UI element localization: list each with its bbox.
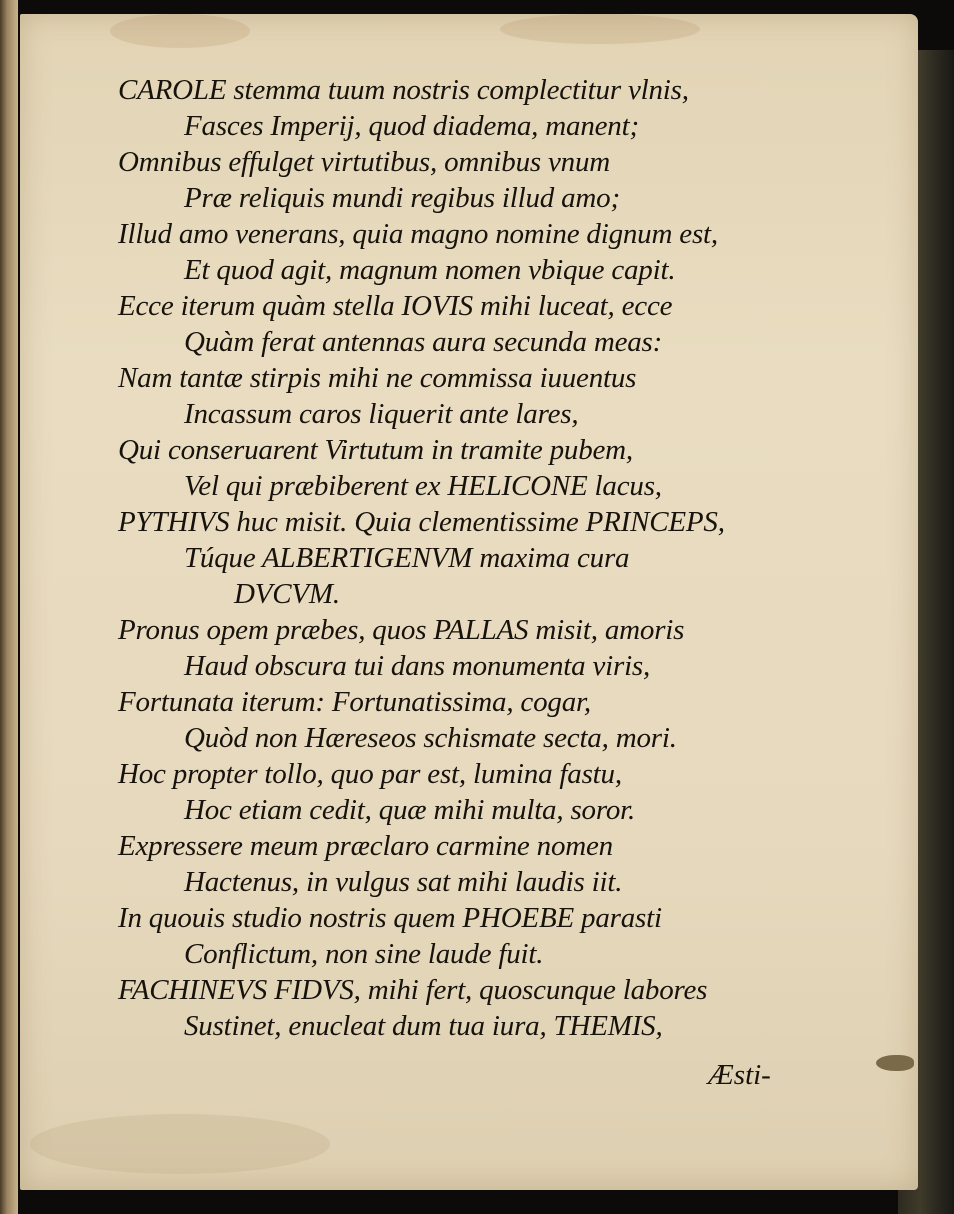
verse-line: Hoc propter tollo, quo par est, lumina fastu, xyxy=(118,758,622,790)
verse-line: Fasces Imperij, quod diadema, manent; xyxy=(184,110,639,142)
verse-line: Qui conseruarent Virtutum in tramite pubem, xyxy=(118,434,633,466)
verse-line: Fortunata iterum: Fortunatissima, cogar, xyxy=(118,686,591,718)
verse-line: Haud obscura tui dans monumenta viris, xyxy=(184,650,651,682)
verse-line: PYTHIVS huc misit. Quia clementissime PRINCEPS, xyxy=(118,506,725,538)
verse-line: Quòd non Hæreseos schismate secta, mori. xyxy=(184,722,677,754)
verse-line: Expressere meum præclaro carmine nomen xyxy=(118,830,613,862)
verse-line: Túque ALBERTIGENVM maxima cura xyxy=(184,542,630,574)
book-page xyxy=(20,14,918,1190)
verse-line: Illud amo venerans, quia magno nomine dignum est, xyxy=(118,218,718,250)
verse-line: FACHINEVS FIDVS, mihi fert, quoscunque labores xyxy=(118,974,708,1006)
page-stain xyxy=(30,1114,330,1174)
verse-line: CAROLE stemma tuum nostris complectitur vlnis, xyxy=(118,74,689,106)
verse-line: Hactenus, in vulgus sat mihi laudis iit. xyxy=(184,866,623,898)
verse-line: Ecce iterum quàm stella IOVIS mihi luceat, ecce xyxy=(118,290,673,322)
verse-line: DVCVM. xyxy=(234,578,340,610)
verse-line: Vel qui præbiberent ex HELICONE lacus, xyxy=(184,470,662,502)
facing-page-edge xyxy=(0,0,18,1214)
verse-line: Nam tantæ stirpis mihi ne commissa iuuentus xyxy=(118,362,637,394)
catchword: Æsti- xyxy=(708,1059,771,1091)
verse-line: Et quod agit, magnum nomen vbique capit. xyxy=(184,254,676,286)
page-stain xyxy=(500,14,700,44)
verse-line: Sustinet, enucleat dum tua iura, THEMIS, xyxy=(184,1010,663,1042)
verse-line: Præ reliquis mundi regibus illud amo; xyxy=(184,182,620,214)
page-tab-marker xyxy=(876,1055,914,1071)
verse-line: Conflictum, non sine laude fuit. xyxy=(184,938,544,970)
verse-line: Omnibus effulget virtutibus, omnibus vnum xyxy=(118,146,611,178)
verse-line: Quàm ferat antennas aura secunda meas: xyxy=(184,326,663,358)
verse-line: In quouis studio nostris quem PHOEBE parasti xyxy=(118,902,662,934)
page-stain xyxy=(110,14,250,48)
verse-line: Pronus opem præbes, quos PALLAS misit, amoris xyxy=(118,614,685,646)
verse-line: Hoc etiam cedit, quæ mihi multa, soror. xyxy=(184,794,636,826)
verse-line: Incassum caros liquerit ante lares, xyxy=(184,398,579,430)
